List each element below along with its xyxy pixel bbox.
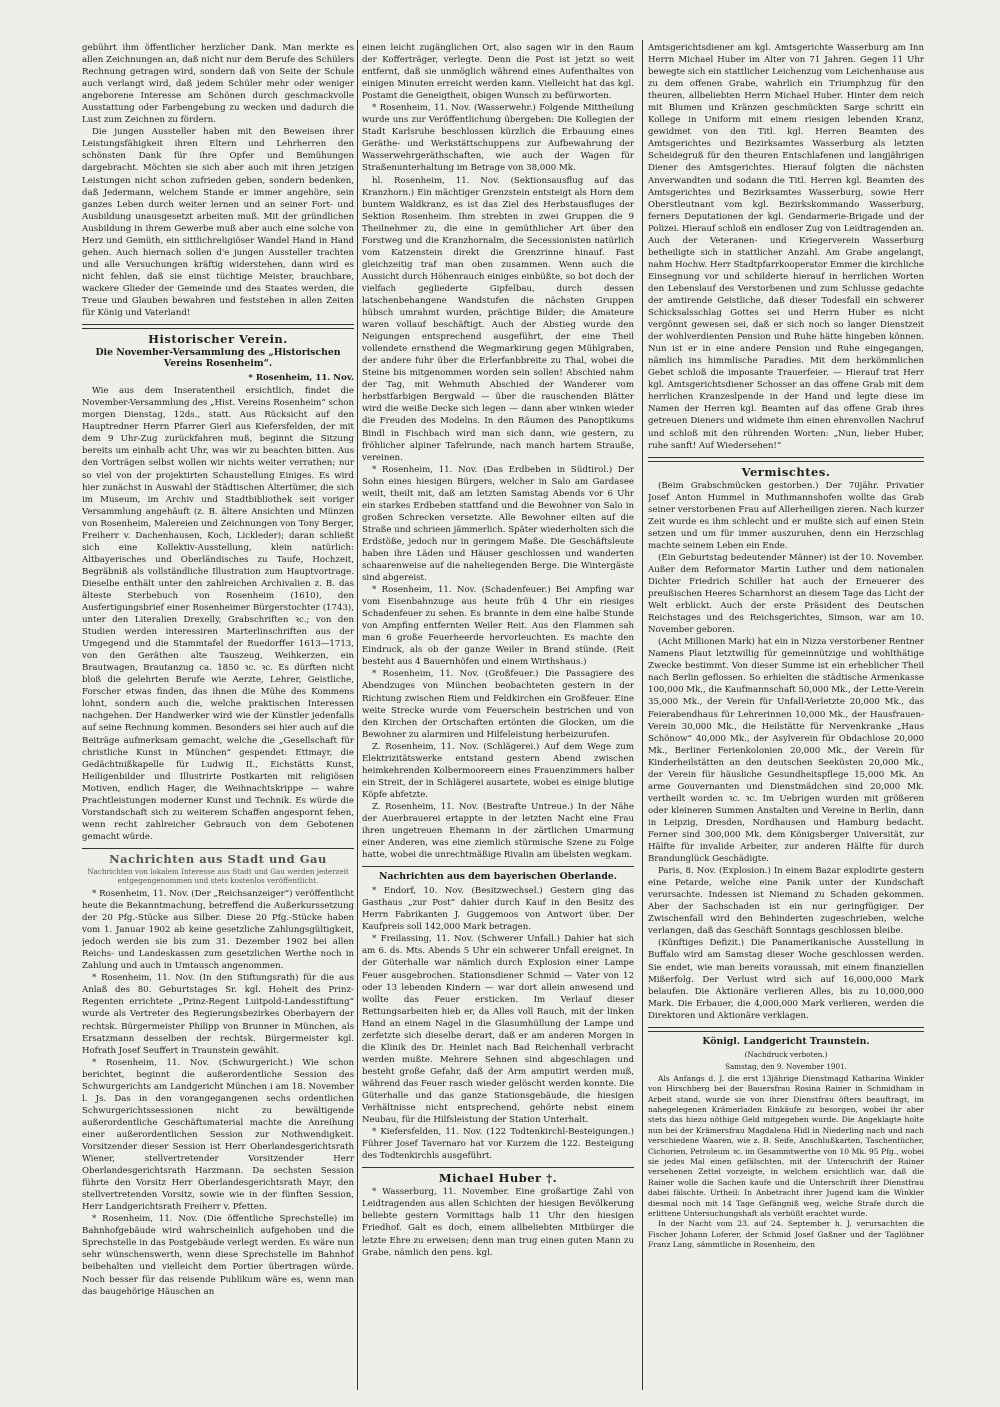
section-divider: [362, 1167, 634, 1168]
news-item: einen leicht zugänglichen Ort, also sagen wir in den Raum der Kofferträger, verlegte. Denn die Post ist jetzt so weit entfernt, daß sie unmöglich während eines Aufenthaltes von einigen Minuten erreicht werden kann. Vielleicht hat das kgl. Postamt die Geneigtheit, obigen Wunsch zu befürworten.: [362, 43, 634, 102]
news-item: * Wasserburg, 11. November. Eine großartige Zahl von Leidtragenden aus allen Schichten der hiesigen Bevölkerung beliebte gestern Vormittags halb 11 Uhr den hiesigen Friedhof. Galt es doch, einem allbeliebten Mitbürger die letzte Ehre zu erweisen; denn man trug einen guten Mann zu Grabe, nämlich den pens. kgl.: [362, 1187, 634, 1258]
dateline: * Rosenheim, 11. Nov.: [248, 373, 354, 384]
news-item: (Ein Geburtstag bedeutender Männer) ist der 10. November. Außer dem Reformator Martin Luther und dem nationalen Dichter Friedrich Schiller hat auch der Erneuerer des preußischen Heeres Scharnhorst an diesem Tage das Licht der Welt erblickt. Auch der erste Präsident des Deutschen Reichstages und des Reichsgerichtes, Simson, war am 10. November geboren.: [648, 552, 924, 636]
section-heading-landgericht: Königl. Landgericht Traunstein.: [702, 1035, 870, 1047]
news-item: * Freilassing, 11. Nov. (Schwerer Unfall.) Dahier hat sich am 6. ds. Mts. Abends 5 Uhr ein schwerer Unfall ereignet. In der Güterhalle war nämlich durch Explosion einer Lampe Feuer ausgebrochen. Stationsdiener Schmid — Vater von 12 oder 13 lebenden Kindern — war dort allein anwesend und wollte das Feuer ersticken. Im Verlauf dieser Rettungsarbeiten hieb er, da Alles voll Rauch, mit der linken Hand an einem Nagel in die Glasumhüllung der Lampe und zerfetzte sich dieselbe derart, daß er am anderen Morgen in die Klinik des Dr. Heinlet nach Bad Reichenhall verbracht werden mußte. Mehrere Sehnen sind abgeschlagen und besteht große Gefahr, daß der Arm amputirt werden muß, während das Feuer rasch wieder gelöscht werden konnte. Die Güterhalle und das ganze Stationsgebäude, die hiesigen Verhältnisse nicht entsprechend, gehörte nebst einem Neubau, für die Hilfsleistung der Station Unterhalt.: [362, 934, 634, 1126]
column-rule-2: [642, 40, 643, 1390]
news-item: * Rosenheim, 11. Nov. (Der „Reichsanzeiger“) veröffentlicht heute die Bekanntmachung, betreffend die Außerkurssetzung der 20 Pfg.-Stücke aus Silber. Diese 20 Pfg.-Stücke haben vom 1. Januar 1902 ab keine gesetzliche Zahlungsgültigkeit, jedoch werden sie bis zum 31. Dezember 1902 bei allen Reichs- und Landeskassen zum gesetzlichen Werthe noch in Zahlung und auch in Umtausch angenommen.: [82, 889, 354, 972]
section-heading-nachrichten: Nachrichten aus Stadt und Gau: [109, 851, 327, 866]
news-item: * Kiefersfelden, 11. Nov. (122 Todtenkirchl-Besteigungen.) Führer Josef Tavernaro hat vor Kurzem die 122. Besteigung des Todtenkirchls ausgeführt.: [362, 1127, 634, 1162]
section-divider: [648, 457, 924, 462]
section-divider: [82, 848, 354, 849]
news-item: * Rosenheim, 11. Nov. (Wasserwehr.) Folgende Mittheilung wurde uns zur Veröffentlichung übergeben: Die Kollegien der Stadt Karlsruhe beschlossen kürzlich die Erbauung eines Geräthe- und Werkstättschuppens zur Aufbewahrung der Wasserwehrgeräthschaften, wie auch der Wagen für Straßenunterhaltung im Betrage von 38,000 Mk.: [362, 103, 634, 174]
section-heading-oberland: Nachrichten aus dem bayerischen Oberlande.: [379, 871, 617, 883]
section-divider: [362, 866, 634, 867]
column-1: [82, 42, 354, 1392]
news-item: (Beim Grabschmücken gestorben.) Der 70jähr. Privatier Josef Anton Hummel in Muthmannshofen wollte das Grab seiner verstorbenen Frau auf Allerheiligen zieren. Nach kurzer Zeit wurde es ihm schlecht und er mußte sich auf einen Stein setzen und um für immer auszuruhen, denn ein Herzschlag machte seinem Leben ein Ende.: [648, 480, 924, 551]
column-2: [362, 42, 634, 1392]
news-item: (Acht Millionen Mark) hat ein in Nizza verstorbener Rentner Namens Plaut letztwillig für gemeinnützige und wohlthätige Zwecke bestimmt. Von dieser Summe ist ein erheblicher Theil nach Berlin geflossen. So erhielten die städtische Armenkasse 100,000 Mk., die Kaufmannschaft 50,000 Mk., der Lette-Verein 35,000 Mk., der Verein für Unfall-Verletzte 20,000 Mk., das Feierabendhaus für Lehrerinnen 10,000 Mk., der Hausfrauen-Verein 30,000 Mk., die Heilstätte für Nervenkranke „Haus Schönow“ 40,000 Mk., der Asylverein für Obdachlose 20,000 Mk., Berliner Ferienkolonien 20,000 Mk., der Verein für Kinderheilstätten an den deutschen Seeküsten 20,000 Mk., der Verein für häusliche Gesundheitspflege 15,000 Mk. An arme Gouvernanten und Dienstmädchen sind 20,000 Mk. vertheilt worden ꝛc. ꝛc. Im Uebrigen wurden mit größeren oder kleineren Summen Anstalten und Vereine in Berlin, dann in Leipzig, Dresden, Nordhausen und Hamburg bedacht. Ferner sind 300,000 Mk. dem Königsberger Universität, zur Hälfte für invalide Arbeiter, zur anderen Hälfte für durch Brandunglück Geschädigte.: [648, 637, 924, 865]
article-text: Amtsgerichtsdiener am kgl. Amtsgerichte Wasserburg am Inn Herrn Michael Huber im Alter von 71 Jahren. Gegen 11 Uhr bewegte sich ein stattlicher Leichenzug vom Leichenhause aus zu dem offenen Grabe, wahrlich ein Triumphzug für den theuren, allbeliebten Herrn Michael Huber. Hinter dem reich mit Blumen und Kränzen geschmückten Sarge schritt ein Kollege in Uniform mit einem riesigen lebenden Kranz, gewidmet von den Titl. kgl. Herren Beamten des Amtsgerichtes und Bezirksamtes Wasserburg als letzten Scheidegruß für den theuren Entschlafenen und langjährigen Diener des Amtsgerichtes. Hierauf folgten die nächsten Anverwandten und sodann die Titl. Herren kgl. Beamten des Amtsgerichtes und Bezirksamtes Wasserburg, sowie Herr Oberstleutnant vom kgl. Bezirkskommando Wasserburg, ferners Deputationen der kgl. Gendarmerie-Brigade und der Polizei. Hierauf schloß ein endloser Zug von Leidtragenden an. Auch der Veteranen- und Kriegerverein Wasserburg betheiligte sich in stattlicher Anzahl. Am Grabe angelangt, nahm Hochw. Herr Stadtpfarrkooperator Emmer die kirchliche Einsegnung vor und schilderte hierauf in herrlichen Worten den Lebenslauf des Verstorbenen und zum Schlusse gedachte der amtirende Geistliche, daß dieser Todesfall ein schwerer Schicksalsschlag Gottes sei und Herrn Huber es nicht vergönnt gewesen sei, daß er sich noch so langer Dienstzeit der wohlverdienten Pension und Ruhe hätte hingeben können. Nun ist er in eine andere Pension und Ruhe eingegangen, nämlich ins himmlische Paradies. Mit dem herkömmlichen Gebet schloß die imposante Trauerfeier. — Hierauf trat Herr kgl. Amtsgerichtsdiener Schosser an das offene Grab mit dem herrlichen Kranzeslpende in der Hand und legte diese im Namen der Herren kgl. Beamten auf das offene Grab ihres getreuen Dieners und widmete ihm einen ehrenvollen Nachruf und schloß mit den rührenden Worten: „Nun, lieber Huber, ruhe sanft! Auf Wiedersehen!“: [648, 43, 924, 451]
column-rule-1: [357, 40, 358, 1390]
section-divider: [82, 324, 354, 329]
news-item: Paris, 8. Nov. (Explosion.) In einem Bazar explodirte gestern eine Petarde, welche eine Panik unter der Kundschaft verursachte. Indessen ist Niemand zu Schaden gekommen. Aber der Sachschaden ist ein nur geringfügiger. Der Zwischenfall wird den Behinderten zugeschrieben, welche verlangen, daß das Geschäft Sonntags geschlossen bleibe.: [648, 866, 924, 937]
news-item: * Rosenheim, 11. Nov. (Großfeuer.) Die Passagiere des Abendzuges von München beobachteten gestern in der Richtung zwischen Riem und Feldkirchen ein Großfeuer. Eine weite Strecke wurde vom Feuerschein bestrichen und von den Kirchen der Ortschaften ertönten die Glocken, um die Bewohner zu alarmiren und Hilfeleistung herbeizurufen.: [362, 669, 634, 740]
column-3: [648, 42, 924, 1392]
section-heading-michael-huber: Michael Huber †.: [438, 1171, 558, 1186]
news-item: * Endorf, 10. Nov. (Besitzwechsel.) Gestern ging das Gasthaus „zur Post“ dahier durch Kauf in den Besitz des Herrn Fabrikanten J. Guggemoos von Antwort über. Der Kaufpreis soll 142,000 Mark betragen.: [362, 886, 634, 933]
section-subtitle: (Nachdruck verboten.): [744, 1049, 828, 1059]
section-divider: [648, 1027, 924, 1032]
news-item: * Rosenheim, 11. Nov. (Schwurgericht.) Wie schon berichtet, beginnt die außerordentliche Session des Schwurgerichts am Landgericht München i am 18. November l. Js. Das in den vorangegangenen sechs ordentlichen Schwurgerichtssessionen nicht zu bewältigende außerordentliche Geschäftsmaterial machte die Anreihung einer außerordentlichen Session zur Nothwendigkeit. Vorsitzender dieser Session ist Herr Oberlandesgerichtsrath Wiener, stellvertretender Vorsitzender Herr Oberlandesgerichtsrath Harzmann. Da sechsten Session führte den Vorsitz Herr Oberlandesgerichtsrath Mayr, den stellvertretenden Vorsitz, sowie wie in der fünften Session, Herr Landgerichtsrath Freiherr v. Pfetten.: [82, 1057, 354, 1213]
section-subtitle: Nachrichten von lokalem Interesse aus Stadt und Gau werden jederzeit entgegengenommen und stets kostenlos veröffentlicht.: [87, 867, 349, 885]
article-text: Die jungen Aussteller haben mit den Beweisen ihrer Leistungsfähigkeit ihren Eltern und Lehrherren den schönsten Dank für ihre Opfer und Bemühungen dargebracht. Möchten sie sich aber auch mit ihren jetzigen Leistungen nicht schon zufrieden geben, sondern bedenken, daß Jedermann, welchem Stande er immer angehöre, sein ganzes Leben durch weiter lernen und an seiner Fort- und Ausbildung unausgesetzt arbeiten muß. Mit der gründlichen Ausbildung in ihrem Gewerbe muß aber auch eine solche von Herz und Gemüth, ein sittlichreligiöser Wandel Hand in Hand gehen. Auch hiernach sollen d'e jungen Aussteller trachten und alle Versuchungen kräftig widerstehen, dann wird es nicht fehlen, daß sie einst tüchtige Meister, brauchbare, wackere Glieder der Gemeinde und des Staates werden, die Treue und Glauben bewahren und feststehen in allen Zeiten für König und Vaterland!: [82, 127, 354, 319]
session-date: Samstag, den 9. November 1901.: [725, 1061, 847, 1071]
news-item: * Rosenheim, 11. Nov. (In den Stiftungsrath) für die aus Anlaß des 80. Geburtstages Sr. kgl. Hoheit des Prinz-Regenten errichtete „Prinz-Regent Luitpold-Landesstiftung“ wurde als Vertreter des Regierungsbezirkes Oberbayern der rechtsk. Bürgermeister Philipp von Brunner in München, als Ersatzmann desselben der rechtsk. Bürgermeister kgl. Hofrath Josef Seuffert in Traunstein gewählt.: [82, 973, 354, 1056]
section-heading-vermischtes: Vermischtes.: [741, 464, 831, 479]
court-report: Als Anfangs d. J. die erst 13jährige Dienstmagd Katharina Winkler von Hirschberg bei der Bauersfrau Rosina Rainer in Schmidham in Arbeit stand, wurde sie von ihrer Dienstfrau öfters beauftragt, im nahegelegenen Krämerladen Einkäufe zu besorgen, wobei ihr aber stets das hiezu nöthige Geld mitgegeben wurde. Die Angeklagte holte nun bei der Krämersfrau Magdalena Hidl in Niederling nach und nach verschiedene Waaren, wie z. B. Seife, Anschlußkarten, Taschentücher, Cichorien, Petroleum ꝛc. im Gesammtwerthe von 10 Mk. 95 Pfg., wobei sie jedes Mal einen gefälschten, mit der Unterschrift der Rainer versehenen Zettel vorzeigte, in welchem ersichtlich war, daß die Rainer wolle die Sachen kaufe und die Unterschrift ihrer Dienstfrau dabei fälschte. Urtheil: In Anbetracht ihrer Jugend kam die Winkler diesmal noch mit 14 Tage Gefängniß weg, welche Strafe durch die erlittene Untersuchungshaft als verbüßt erachtet wurde.: [648, 1073, 924, 1219]
section-heading-historischer-verein: Historischer Verein.: [148, 332, 288, 347]
news-item: * Rosenheim, 11. Nov. (Die öffentliche Sprechstelle) im Bahnhofgebäude wird wahrscheinlich aufgehoben und die Sprechstelle in das Postgebäude verlegt werden. Es wäre nun sehr wünschenswerth, wenn diese Sprechstelle im Bahnhof beibehalten und vielleicht dem Portier übertragen würde. Noch besser für das reisende Publikum wäre es, wenn man das baugehörige Häuschen an: [82, 1214, 354, 1297]
news-item: (Künftiges Defizit.) Die Panamerikanische Ausstellung in Buffalo wird am Samstag dieser Woche geschlossen werden. Sie endet, wie man bereits voraussah, mit einem finanziellen Mißerfolg. Der Verlust wird sich auf 16,000,000 Mark belaufen. Die Aktionäre verlieren Alles, bis zu 10,000,000 Mark. Die Erbauer, die 4,000,000 Mark verlieren, werden die Direktoren und Aktionäre verklagen.: [648, 938, 924, 1021]
article-text: Wie aus dem Inseratentheil ersichtlich, findet die November-Versammlung des „Hist. Vereins Rosenheim“ schon morgen Dienstag, 12ds., statt. Aus Rücksicht auf den Hauptredner Herrn Pfarrer Gierl aus Kiefersfelden, der mit dem 9 Uhr-Zug zurückfahren muß, beginnt die Sitzung bereits um einhalb acht Uhr, was wir zu beachten bitten. Aus den Vorträgen selbst wollen wir nichts weiter verrathen; nur so viel von der projektirten Schaustellung Einiges. Es wird hier zunächst in Auswahl der Städtischen Altertümer, die sich im Museum, im Archiv und Stadtbibliothek seit voriger Versammlung angehäuft (z. B. ältere Ansichten und Münzen von Rosenheim, Malereien und Zeichnungen von Tony Berger, Freiherr v. Dachenhausen, Koch, Lickleder); daran schließt sich eine Kollektiv-Ausstellung, klein natürlich: Altbayerisches und Oberländisches zu Taufe, Hochzeit, Begräbniß als vollständliche Illustration zum Hauptvortrage. Dieselbe enthält unter den zahlreichen Archivalien z. B. das älteste Sterbebuch von Rosenheim (1610), den Ausfertigungsbrief einer Rosenheimer Bürgerstochter (1743), unter den Literalien Drexelly, Grabschriften ꝛc.; von den Studien werden interessiren Marterlinschriften aus der Umgegend und die Stammtafel der Ruedorffer 1613—1713, von den Geräthen alte Tauszeug, Weihkerzen, ein Brautwagen, Brautanzug ca. 1850 ꝛc. ꝛc. Es dürften nicht bloß die gelehrten Berufe wie Aerzte, Lehrer, Geistliche, Forscher etwas finden, das ihnen die Mühe des Kommens lohnt, sondern auch die, welche praktischen Interessen nachgehen. Der Handwerker wird wie der Künstler jedenfalls auf seine Rechnung kommen. Besonders sei hier auch auf die Beiträge aufmerksam gemacht, welche die „Gesellschaft für christliche Kunst in München“ gespendet: Ettmayr, die Gedächtnißkapelle für Ludwig II., Eichstätts Kunst, Heiligenbilder und Illustrirte Postkarten mit religiösen Motiven, endlich Hager, die Weihnachtskrippe — wahre Prachtleistungen moderner Kunst und Technik. Es würde die Vorstandschaft sich zu weiterem Schaffen angespornt fehen, wenn recht zahlreicher Gebrauch von dem Gebotenen gemacht würde.: [82, 386, 354, 842]
news-item: Z. Rosenheim, 11. Nov. (Bestrafte Untreue.) In der Nähe der Auerbrauerei ertappte in der letzten Nacht eine Frau ihren ungetreuen Ehemann in der zärtlichen Umarmung einer Anderen, was eine ziemlich stürmische Szene zu Folge hatte, wobei die unrechtmäßige Rivalin am übelsten wegkam.: [362, 801, 634, 861]
article-subheading: Die November-Versammlung des „Historischen Vereins Rosenheim“.: [95, 347, 341, 370]
court-report: In der Nacht vom 23. auf 24. September h. J. verursachten die Fischer Johann Loferer, der Schmid Josef Gaßner und der Taglöhner Franz Lang, sämmtliche in Rosenheim, den: [648, 1219, 924, 1250]
news-item: hl. Rosenheim, 11. Nov. (Sektionsausflug auf das Kranzhorn.) Ein mächtiger Grenzstein entsteigt als Horn dem buntem Waldkranz, es ist das Ziel des Herbstausfluges der Sektion Rosenheim. Ihm strebten in zwei Gruppen die 9 Theilnehmer zu, die eine in gemüthlicher Art über den Forstweg und die Kranzhornalm, die Secessionisten natürlich vom Katzenstein direkt die Grenzrinne hinauf. Fast gleichzeitig traf man oben zusammen. Wenn auch die Aussicht durch Höhenrauch einiges einbüßte, so bot doch der vielfach gegliederte Gipfelbau, durch dessen latschenbehangene Wandstufen die nächsten Gruppen hübsch umrahmt wurden, prächtige Bilder; die Amateure waren vollauf beschäftigt. Auch der Abstieg wurde den Neigungen entsprechend ausgeführt, der eine Theil vollendete ernsthend die Wegmarkirung gegen Mühlgraben, der andere fuhr über die Erlerfanbbreite zu Thal, wobei die Steine bis mitgenommen worden sein sollen! Abschied nahm der Tag, mit Wehmuth Abschied der Wanderer vom herbstfarbigen Bergwald — über die rauschenden Blätter wird die weiße Decke sich legen — dann aber winken wieder die Freuden des Modelns. In den Räumen des Panoptikums Bindl in Fischbach wird man sich dann, wie gestern, zu fröhlicher alpiner Tafelrunde, nach manch hartem Strauße, vereinen.: [362, 175, 634, 463]
news-item: * Rosenheim, 11. Nov. (Das Erdbeben in Südtirol.) Der Sohn eines hiesigen Bürgers, welcher in Salo am Gardasee weilt, theilt mit, daß am letzten Samstag Abends vor 6 Uhr ein starkes Erdbeben stattfand und die Bewohner von Salo in großen Schrecken versetzte. Alle Bewohner eilten auf die Straße und schrieen jämmerlich. Später wiederholten sich die Erdstöße, jedoch nur in geringem Maße. Die Geschäftsleute haben ihre Läden und Häuser geschlossen und wanderten schaarenweise auf die naheliegenden Berge. Die Wintergäste sind abgereist.: [362, 464, 634, 584]
news-item: Z. Rosenheim, 11. Nov. (Schlägerei.) Auf dem Wege zum Elektrizitätswerke entstand gestern Abend zwischen heimkehrenden Kolbermooreern eines Frauenzimmers halber ein Streit, der in Schlägerei ausartete, wobei es einige blutige Köpfe abfetzte.: [362, 741, 634, 800]
article-text: gebührt ihm öffentlicher herzlicher Dank. Man merkte es allen Zeichnungen an, daß nicht nur dem Berufe des Schülers Rechnung getragen wird, sondern daß von Seite der Schule auch verlangt wird, daß jedem Schüler mehr oder weniger angeborene Interesse am Schönen durch geschmackvolle Ausstattung oder Farbengebung zu wecken und dadurch die Lust zum Zeichnen zu fördern.: [82, 43, 354, 126]
news-item: * Rosenheim, 11. Nov. (Schadenfeuer.) Bei Ampfing war vom Eisenbahnzuge aus heute früh 4 Uhr ein riesiges Schadenfeuer zu sehen. Es brannte in dem eine halbe Stunde von Ampfing entfernten Weiler Reit. Aus den Flammen sah man 6 große Feuerheerde hervorleuchten. Es machte den Eindruck, als ob der ganze Weiler in Brand stünde. (Reit besteht aus 4 Bauernhöfen und einem Wirthshaus.): [362, 585, 634, 668]
